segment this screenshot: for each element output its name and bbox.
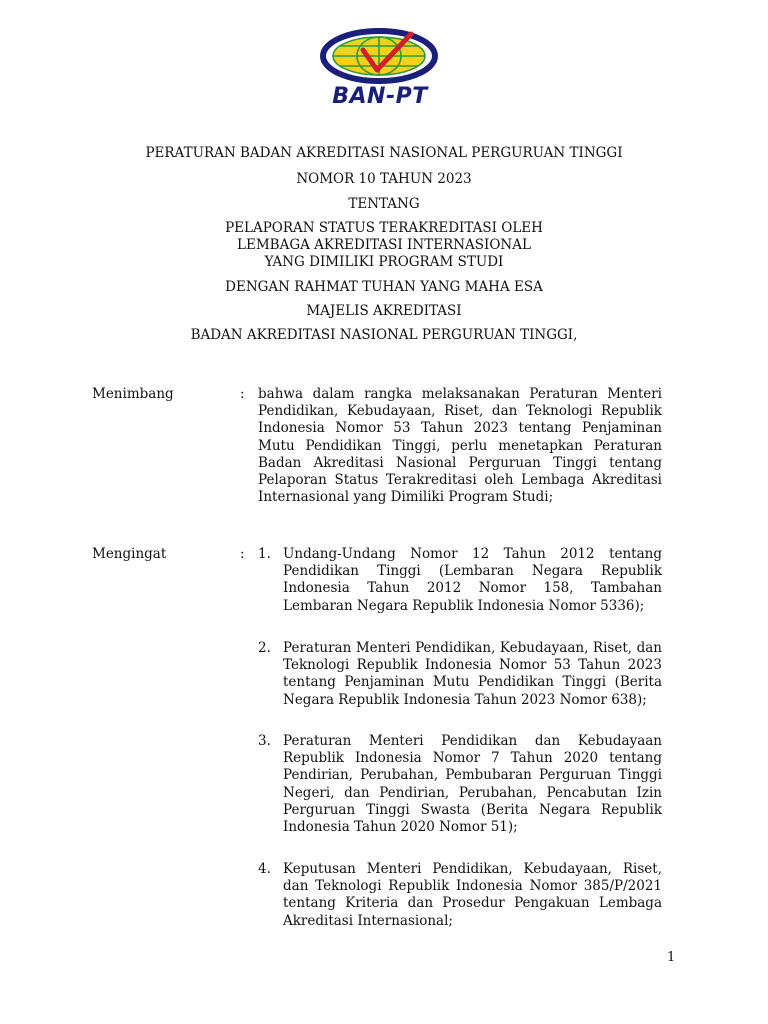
list-item: [258, 546, 662, 615]
list-item: [258, 861, 662, 930]
menimbang-colon: :: [240, 386, 245, 402]
title-line-1: PELAPORAN STATUS TERAKREDITASI OLEH: [225, 220, 543, 236]
regulation-number: NOMOR 10 TAHUN 2023: [296, 171, 472, 187]
list-item-text: Undang-Undang Nomor 12 Tahun 2012 tentang Pendidikan Tinggi (Lembaran Negara Republik Indonesia Tahun 2012 Nomor 158, Tambahan Lembaran Negara Republik Indonesia Nomor 5336);: [283, 546, 662, 614]
logo-wordmark: BAN-PT: [332, 84, 428, 109]
page-number: 1: [667, 950, 676, 965]
title-line-3: YANG DIMILIKI PROGRAM STUDI: [264, 254, 504, 270]
preamble-line: DENGAN RAHMAT TUHAN YANG MAHA ESA: [225, 279, 543, 295]
mengingat-label: Mengingat: [92, 546, 167, 562]
list-item-number: 3.: [258, 733, 271, 749]
list-item: [258, 733, 662, 836]
tentang-label: TENTANG: [348, 196, 420, 212]
list-item-text: Keputusan Menteri Pendidikan, Kebudayaan, Riset, dan Teknologi Republik Indonesia Nomor 385/P/2021 tentang Kriteria dan Prosedur Pengakuan Lembaga Akreditasi Internasional;: [283, 861, 662, 929]
majelis-line: MAJELIS AKREDITASI: [306, 303, 462, 319]
list-item-number: 4.: [258, 861, 271, 877]
list-item: [258, 640, 662, 709]
list-item-text: Peraturan Menteri Pendidikan, Kebudayaan, Riset, dan Teknologi Republik Indonesia Nomor 53 Tahun 2023 tentang Penjaminan Mutu Pendidikan Tinggi (Berita Negara Republik Indonesia Tahun 2023 Nomor 638);: [283, 640, 662, 708]
regulation-heading: PERATURAN BADAN AKREDITASI NASIONAL PERGURUAN TINGGI: [145, 145, 623, 161]
title-line-2: LEMBAGA AKREDITASI INTERNASIONAL: [237, 237, 531, 253]
agency-line: BADAN AKREDITASI NASIONAL PERGURUAN TINGGI,: [190, 327, 578, 343]
mengingat-colon: :: [240, 546, 245, 562]
list-item-number: 2.: [258, 640, 271, 656]
list-item-number: 1.: [258, 546, 271, 562]
menimbang-label: Menimbang: [92, 386, 174, 402]
list-item-text: Peraturan Menteri Pendidikan dan Kebudayaan Republik Indonesia Nomor 7 Tahun 2020 tentang Pendirian, Perubahan, Pembubaran Perguruan Tinggi Negeri, dan Pendirian, Perubahan, Pencabutan Izin Perguruan Tinggi Swasta (Berita Negara Republik Indonesia Tahun 2020 Nomor 51);: [283, 733, 662, 836]
menimbang-text: bahwa dalam rangka melaksanakan Peraturan Menteri Pendidikan, Kebudayaan, Riset, dan Teknologi Republik Indonesia Nomor 53 Tahun 2023 tentang Penjaminan Mutu Pendidikan Tinggi, perlu menetapkan Peraturan Badan Akreditasi Nasional Perguruan Tinggi tentang Pelaporan Status Terakreditasi oleh Lembaga Akreditasi Internasional yang Dimiliki Program Studi;: [258, 386, 662, 506]
